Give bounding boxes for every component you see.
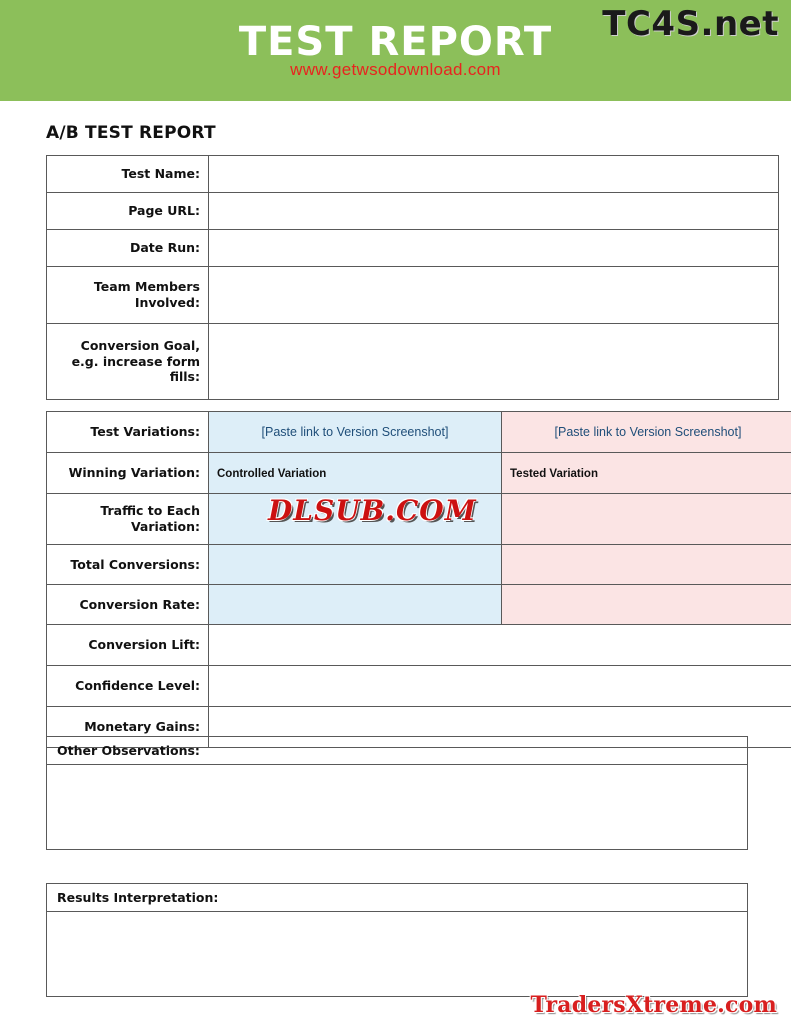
field-value-conversion-rate-a[interactable] (209, 585, 502, 625)
field-label-test-variations: Test Variations: (47, 412, 209, 453)
other-observations-box (46, 736, 748, 850)
table-row (47, 324, 779, 400)
results-interpretation-box (46, 883, 748, 997)
field-label-team-members: Team Members Involved: (47, 267, 209, 324)
results-interpretation-input[interactable] (47, 912, 747, 996)
document-title: A/B TEST REPORT (46, 123, 216, 143)
field-value-total-conversions-a[interactable] (209, 545, 502, 585)
field-value-total-conversions-b[interactable] (502, 545, 791, 585)
brand-logo: TC4S.net (602, 4, 779, 44)
page-title: TEST REPORT (238, 19, 553, 65)
table-row (47, 230, 779, 267)
field-label-test-name: Test Name: (47, 156, 209, 193)
other-observations-input[interactable] (47, 765, 747, 849)
variation-b-name-text: Tested Variation (510, 468, 598, 480)
variation-b-screenshot-link-text: [Paste link to Version Screenshot] (554, 425, 742, 439)
table-row (47, 193, 779, 230)
variation-b-name[interactable] (502, 453, 791, 494)
table-row (47, 412, 791, 453)
field-value-test-name[interactable] (209, 156, 779, 193)
table-row (47, 666, 791, 707)
other-observations-heading: Other Observations: (47, 737, 747, 765)
field-label-conversion-lift: Conversion Lift: (47, 625, 209, 666)
field-label-monetary-gains: Monetary Gains: (47, 707, 209, 748)
footer-watermark: TradersXtreme.com (530, 992, 777, 1018)
field-label-winning-variation: Winning Variation: (47, 453, 209, 494)
variation-a-screenshot-link-text: [Paste link to Version Screenshot] (261, 425, 449, 439)
page-header-band (0, 0, 791, 101)
field-value-traffic-b[interactable] (502, 494, 791, 545)
field-label-page-url: Page URL: (47, 193, 209, 230)
field-value-confidence-level[interactable] (209, 666, 791, 707)
field-value-page-url[interactable] (209, 193, 779, 230)
basic-info-table (46, 155, 779, 400)
table-row (47, 625, 791, 666)
table-row (47, 156, 779, 193)
table-row (47, 453, 791, 494)
field-label-traffic: Traffic to Each Variation: (47, 494, 209, 545)
header-watermark-url: www.getwsodownload.com (290, 60, 501, 79)
field-label-date-run: Date Run: (47, 230, 209, 267)
field-value-conversion-lift[interactable] (209, 625, 791, 666)
center-watermark: DLSUB.COM (268, 494, 477, 527)
field-label-conversion-rate: Conversion Rate: (47, 585, 209, 625)
variations-table (46, 411, 791, 748)
variation-b-screenshot-link[interactable] (502, 412, 791, 453)
field-label-total-conversions: Total Conversions: (47, 545, 209, 585)
field-value-conversion-rate-b[interactable] (502, 585, 791, 625)
field-value-team-members[interactable] (209, 267, 779, 324)
variation-a-name-text: Controlled Variation (217, 468, 327, 480)
field-label-conversion-goal: Conversion Goal, e.g. increase form fills: (47, 324, 209, 400)
table-row (47, 267, 779, 324)
field-value-date-run[interactable] (209, 230, 779, 267)
variation-a-screenshot-link[interactable] (209, 412, 502, 453)
table-row (47, 585, 791, 625)
table-row (47, 545, 791, 585)
variation-a-name[interactable] (209, 453, 502, 494)
field-label-confidence-level: Confidence Level: (47, 666, 209, 707)
field-value-conversion-goal[interactable] (209, 324, 779, 400)
results-interpretation-heading: Results Interpretation: (47, 884, 747, 912)
document-page (0, 101, 791, 1024)
